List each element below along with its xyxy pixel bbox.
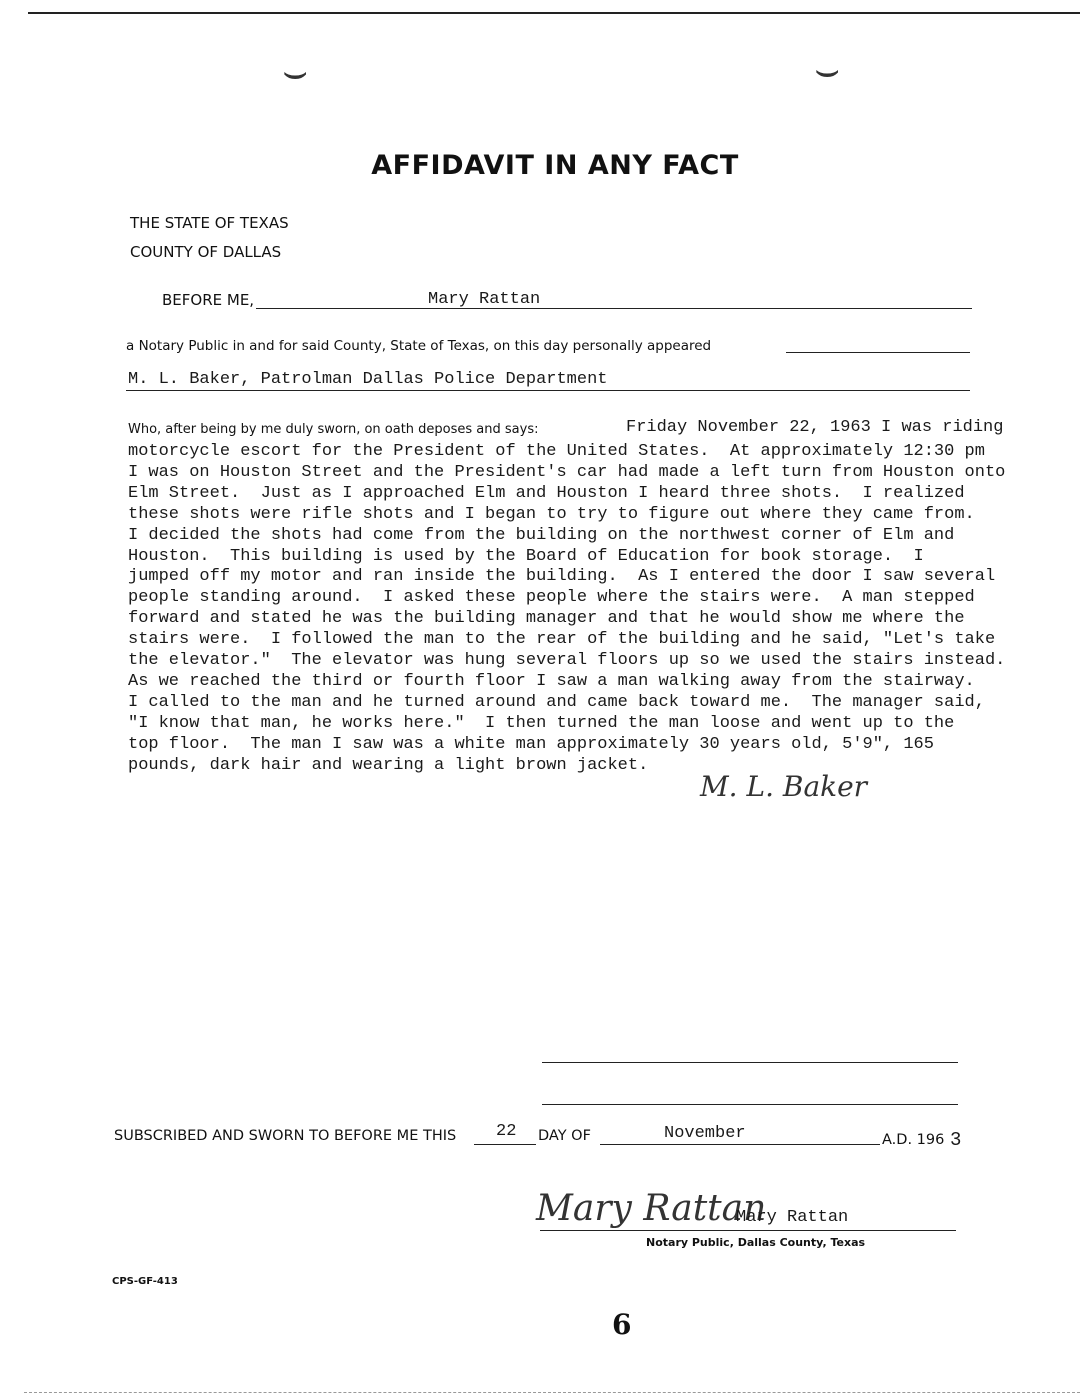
statement-line: Houston. This building is used by the Board of Education for book storage. I xyxy=(128,546,924,566)
sworn-ad-label: A.D. 196 xyxy=(882,1132,945,1148)
statement-line: stairs were. I followed the man to the rear of the building and he said, "Let's take xyxy=(128,630,996,650)
statement-first-line: Friday November 22, 1963 I was riding xyxy=(626,418,1004,437)
notary-typed-name: Mary Rattan xyxy=(736,1208,849,1227)
signature-line-1 xyxy=(542,1062,958,1063)
form-code: CPS-GF-413 xyxy=(112,1276,178,1287)
notary-title: Notary Public, Dallas County, Texas xyxy=(646,1236,866,1249)
statement-line: top floor. The man I saw was a white man approximately 30 years old, 5'9", 165 xyxy=(128,734,934,754)
appeared-label: a Notary Public in and for said County, State of Texas, on this day personally appeared xyxy=(126,338,712,354)
top-border xyxy=(28,12,1080,14)
sworn-label: SUBSCRIBED AND SWORN TO BEFORE ME THIS xyxy=(114,1128,457,1144)
signature-line-2 xyxy=(542,1104,958,1105)
statement-line: "I know that man, he works here." I then turned the man loose and went up to the xyxy=(128,713,955,733)
statement-line: forward and stated he was the building manager and that he would show me where the xyxy=(128,609,965,629)
statement-line: pounds, dark hair and wearing a light brown jacket. xyxy=(128,755,649,775)
statement-line: people standing around. I asked these people where the stairs were. A man stepped xyxy=(128,588,975,608)
sworn-day-of-label: DAY OF xyxy=(538,1128,591,1144)
punch-mark-left: ⌣ xyxy=(282,49,309,95)
statement-line: I was on Houston Street and the President's car had made a left turn from Houston onto xyxy=(128,462,1006,482)
statement-lines xyxy=(128,442,1058,777)
appeared-underline xyxy=(786,352,970,353)
statement-body xyxy=(128,420,1058,777)
notary-name-typed: Mary Rattan xyxy=(428,290,541,309)
notary-signature: Mary Rattan xyxy=(536,1188,767,1229)
state-line: THE STATE OF TEXAS xyxy=(130,214,289,232)
sworn-day-underline xyxy=(474,1144,536,1145)
statement-line: these shots were rifle shots and I began to try to figure out where they came from. xyxy=(128,504,975,524)
statement-line: As we reached the third or fourth floor I saw a man walking away from the stairway. xyxy=(128,671,975,691)
statement-line: jumped off my motor and ran inside the building. As I entered the door I saw several xyxy=(128,567,996,587)
punch-mark-right: ⌣ xyxy=(814,47,841,93)
statement-line: motorcycle escort for the President of the United States. At approximately 12:30 pm xyxy=(128,442,985,461)
before-me-label: BEFORE ME, xyxy=(162,291,255,309)
affiant-underline xyxy=(126,390,970,391)
document-title: AFFIDAVIT IN ANY FACT xyxy=(371,150,739,181)
before-me-underline xyxy=(256,308,972,309)
statement-line: Elm Street. Just as I approached Elm and Houston I heard three shots. I realized xyxy=(128,483,965,503)
affiant-name: M. L. Baker, Patrolman Dallas Police Department xyxy=(128,370,608,389)
county-line: COUNTY OF DALLAS xyxy=(130,243,282,261)
bottom-border xyxy=(24,1392,1080,1393)
notary-signature-line xyxy=(540,1230,956,1231)
statement-line: the elevator." The elevator was hung several floors up so we used the stairs instead. xyxy=(128,651,1006,671)
sworn-month: November xyxy=(664,1124,746,1143)
statement-line: I called to the man and he turned around and came back toward me. The manager said, xyxy=(128,692,985,712)
affiant-signature: M. L. Baker xyxy=(700,770,868,803)
sworn-month-underline xyxy=(600,1144,880,1145)
sworn-day: 22 xyxy=(496,1122,517,1141)
page-number: 6 xyxy=(612,1308,632,1341)
statement-intro: Who, after being by me duly sworn, on oath deposes and says: xyxy=(128,422,539,437)
sworn-year-digit: 3 xyxy=(950,1129,962,1151)
statement-line: I decided the shots had come from the building on the northwest corner of Elm and xyxy=(128,525,955,545)
